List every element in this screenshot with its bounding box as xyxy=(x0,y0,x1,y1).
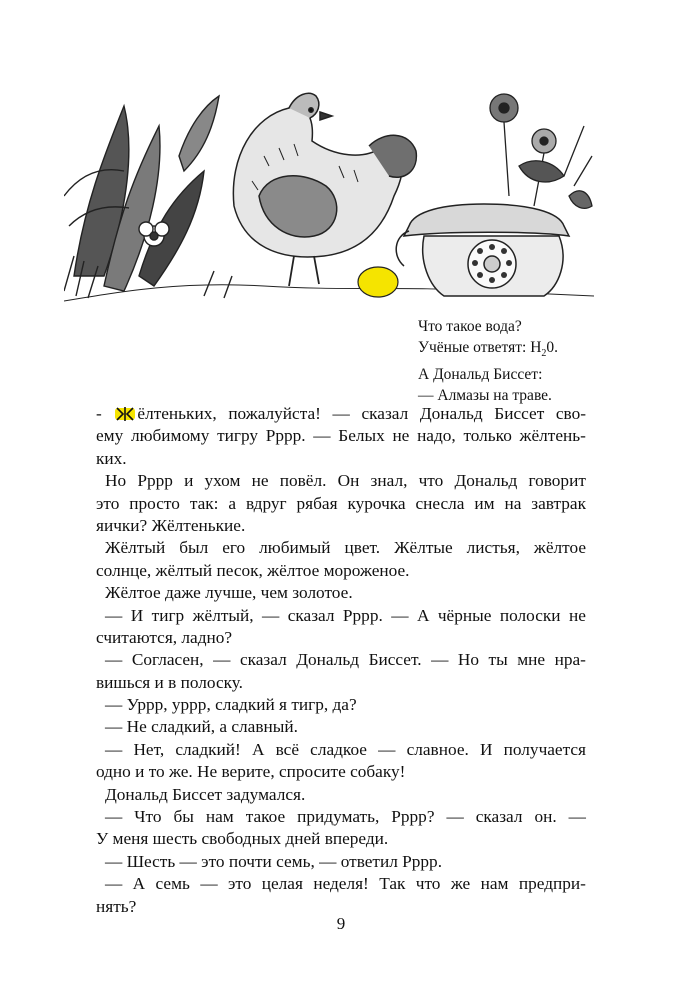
word: Дональд xyxy=(454,471,518,491)
word: только xyxy=(463,426,512,446)
word: нам xyxy=(480,874,509,894)
epigraph-line-text: 0. xyxy=(546,339,559,356)
word: надо, xyxy=(417,426,456,446)
text-line: яички? Жёлтенькие. xyxy=(96,515,246,535)
text-line: — Шесть — это почти семь, — ответил Рррр. xyxy=(105,851,443,871)
word: снесла xyxy=(415,493,465,513)
word: Белых xyxy=(338,426,385,446)
epigraph-line: А Дональд Биссет: xyxy=(418,366,543,384)
word: повёл. xyxy=(279,471,327,491)
epigraph-line-text: Учёные ответят: Н xyxy=(418,339,542,356)
word: Биссет xyxy=(494,404,545,423)
word: И xyxy=(479,739,493,759)
word: это xyxy=(227,874,252,894)
text-line: одно и то же. Не верите, спросите собаку! xyxy=(96,762,406,782)
chapter-illustration xyxy=(64,86,594,308)
word: ухом xyxy=(204,471,241,491)
epigraph-line: Что такое вода? xyxy=(418,318,522,335)
word: и xyxy=(184,471,194,491)
epigraph-line: — Алмазы на траве. xyxy=(418,387,552,405)
word: жёлтое xyxy=(533,538,586,558)
word: не xyxy=(568,605,586,625)
word: Но xyxy=(457,650,479,670)
word: вдруг xyxy=(245,493,287,513)
text-line: У меня шесть свободных дней впереди. xyxy=(96,829,389,849)
word: полоски xyxy=(499,605,561,625)
word: — xyxy=(105,807,123,827)
word: — xyxy=(213,650,231,670)
text-line xyxy=(96,649,586,671)
word: Нет, xyxy=(133,739,165,759)
word: славное. xyxy=(406,739,469,759)
word: жёлтень- xyxy=(519,426,586,446)
text-line: — Уррр, уррр, сладкий я тигр, да? xyxy=(105,695,357,715)
word: — xyxy=(105,739,123,759)
word: сво- xyxy=(555,404,586,423)
word: просто xyxy=(129,493,180,513)
telephone-illustration xyxy=(396,204,569,296)
word: Биссет. xyxy=(368,650,422,670)
word: Рррр. xyxy=(342,605,383,625)
word: А xyxy=(251,739,265,759)
text-line xyxy=(96,493,586,515)
word: — xyxy=(378,739,396,759)
hen-illustration xyxy=(233,93,416,286)
word: — xyxy=(446,807,464,827)
word: неделя! xyxy=(313,874,369,894)
page-number: 9 xyxy=(336,914,346,933)
word: завтрак xyxy=(531,493,586,513)
word: такое xyxy=(245,807,286,827)
text-line xyxy=(96,873,586,895)
word: — xyxy=(391,605,409,625)
story-text xyxy=(96,403,586,918)
word: — xyxy=(105,605,123,625)
word: — xyxy=(332,404,350,423)
word: он. xyxy=(534,807,557,827)
yellow-egg-icon xyxy=(358,267,398,297)
word: на xyxy=(504,493,522,513)
word: придумать, xyxy=(297,807,380,827)
word: — xyxy=(431,650,449,670)
word: сказал xyxy=(475,807,523,827)
word: что xyxy=(415,874,441,894)
word: им xyxy=(474,493,495,513)
epigraph xyxy=(418,316,658,406)
word: чёрные xyxy=(437,605,492,625)
text-line xyxy=(96,470,586,492)
word: ему xyxy=(96,426,124,446)
word: любимый xyxy=(259,538,331,558)
word: тигру xyxy=(217,426,259,446)
plants-right-illustration xyxy=(490,94,592,208)
text-line: вишься и в полоску. xyxy=(96,672,243,692)
word: сладкое xyxy=(310,739,367,759)
word: сказал xyxy=(287,605,335,625)
word: целая xyxy=(261,874,303,894)
word: не xyxy=(251,471,269,491)
word: цвет. xyxy=(344,538,381,558)
word: Так xyxy=(379,874,406,894)
word: Рррр. xyxy=(265,426,306,446)
word: не xyxy=(392,426,410,446)
text-line xyxy=(96,739,586,761)
word: — xyxy=(313,426,331,446)
word: говорит xyxy=(528,471,586,491)
word: был xyxy=(179,538,209,558)
word: тигр xyxy=(151,605,185,625)
word: Дональд xyxy=(419,404,483,423)
text-line: считаются, ладно? xyxy=(96,627,233,647)
word: нам xyxy=(205,807,234,827)
text-line xyxy=(96,806,586,828)
word: а xyxy=(228,493,237,513)
word: предпри- xyxy=(518,874,586,894)
word: — xyxy=(568,807,586,827)
text-line: Дональд Биссет задумался. xyxy=(105,784,306,804)
word: мне xyxy=(517,650,546,670)
word: бы xyxy=(173,807,194,827)
word: что xyxy=(418,471,444,491)
word: Рррр? xyxy=(391,807,435,827)
word: пожалуйста! xyxy=(228,404,321,423)
subscript: 2 xyxy=(541,348,547,360)
word: А xyxy=(132,874,146,894)
word: семь xyxy=(155,874,190,894)
word: получается xyxy=(503,739,586,759)
word: — xyxy=(105,650,123,670)
word: так: xyxy=(189,493,219,513)
word: Жёлтый xyxy=(105,538,166,558)
text-line: ких. xyxy=(96,448,127,468)
word: Рррр xyxy=(137,471,173,491)
epigraph-line xyxy=(418,337,658,364)
word: нра- xyxy=(554,650,586,670)
word: Он xyxy=(337,471,360,491)
word: жёлтый, xyxy=(192,605,254,625)
word: всё xyxy=(275,739,299,759)
word: Согласен, xyxy=(131,650,204,670)
word: — xyxy=(262,605,280,625)
text-line: — Не сладкий, а славный. xyxy=(105,717,298,737)
text-line xyxy=(96,425,586,447)
word: — xyxy=(200,874,218,894)
word: сладкий! xyxy=(175,739,241,759)
word: его xyxy=(222,538,246,558)
word: любимому xyxy=(130,426,210,446)
word: ёлтеньких, xyxy=(113,403,216,425)
word: А xyxy=(416,605,430,625)
word: сказал xyxy=(239,650,287,670)
text-line xyxy=(96,537,586,559)
word: Жёлтые xyxy=(394,538,453,558)
text-line: нять? xyxy=(96,896,137,916)
word: ты xyxy=(488,650,508,670)
text-line: солнце, жёлтый песок, жёлтое мороженое. xyxy=(96,560,410,580)
word: листья, xyxy=(466,538,520,558)
word: — xyxy=(105,874,123,894)
text-line: Жёлтое даже лучше, чем золотое. xyxy=(105,583,353,603)
word: Дональд xyxy=(296,650,360,670)
word: - xyxy=(96,404,102,423)
word: же xyxy=(450,874,471,894)
word: курочка xyxy=(347,493,406,513)
word: Но xyxy=(105,471,127,491)
word: сказал xyxy=(361,404,409,423)
word: это xyxy=(96,493,120,513)
word: И xyxy=(130,605,144,625)
word: знал, xyxy=(370,471,408,491)
word: рябая xyxy=(296,493,338,513)
yellow-zh-letter-icon xyxy=(113,405,137,423)
text-line xyxy=(96,605,586,627)
text-line xyxy=(96,403,586,425)
word: Что xyxy=(134,807,162,827)
